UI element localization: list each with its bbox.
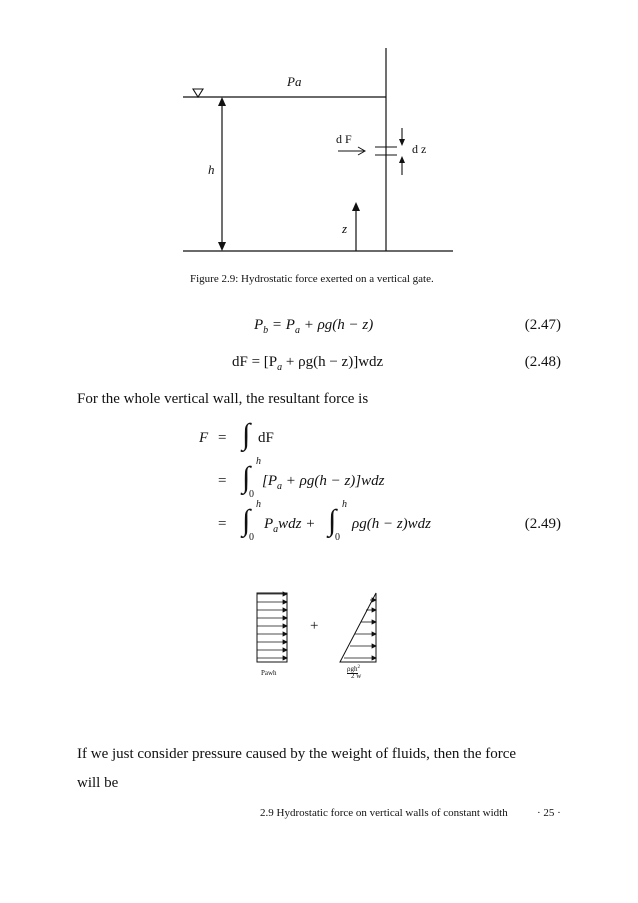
paragraph: For the whole vertical wall, the resultant force is <box>77 391 369 407</box>
lower-limit: 0 <box>249 489 254 500</box>
equals-sign: = <box>218 473 227 489</box>
uniform-pressure-arrows <box>257 592 287 660</box>
integral-sign: ∫ <box>242 418 251 451</box>
integral-lhs: F <box>199 430 209 446</box>
integral-sign: ∫ <box>328 504 337 537</box>
triangular-pressure-block <box>340 593 376 662</box>
upper-limit: h <box>342 499 347 510</box>
hydrostatic-gate-figure <box>0 0 638 300</box>
figure-caption: Figure 2.9: Hydrostatic force exerted on a vertical gate. <box>190 273 434 285</box>
lower-limit: 0 <box>335 532 340 543</box>
page-number: · 25 · <box>537 807 561 819</box>
dz-label: d z <box>412 142 427 156</box>
left-block-label: Pawh <box>261 669 277 677</box>
equation-number: (2.48) <box>524 354 561 370</box>
triangular-pressure-arrows <box>344 598 376 660</box>
equation-number: (2.47) <box>524 317 561 333</box>
lower-limit: 0 <box>249 532 254 543</box>
equation-number: (2.49) <box>524 516 561 532</box>
pa-label: Pa <box>287 74 302 89</box>
integral-line1: dF <box>258 430 274 446</box>
plus-sign: + <box>310 618 319 634</box>
integral-sign: ∫ <box>242 504 251 537</box>
equation-2-47: $P_b = P_a + \rho g(h - z)$ <box>254 317 374 336</box>
h-label: h <box>208 162 215 177</box>
integral-sign: ∫ <box>242 461 251 494</box>
equation-2-48: dF = $[P_a + \rho g(h - z)]wdz$ <box>232 354 384 373</box>
uniform-pressure-block <box>257 593 287 662</box>
paragraph: If we just consider pressure caused by the weight of fluids, then the force <box>77 746 517 762</box>
equals-sign: = <box>218 516 227 532</box>
right-block-label: ρgh$^2$ 2 w <box>347 665 362 681</box>
pressure-distribution-diagram <box>0 580 638 690</box>
z-label: z <box>342 221 348 236</box>
equals-sign: = <box>218 430 227 446</box>
upper-limit: h <box>256 456 261 467</box>
footer-section-title: 2.9 Hydrostatic force on vertical walls of constant width <box>260 807 508 819</box>
free-surface-symbol <box>193 89 203 97</box>
paragraph: will be <box>77 775 119 791</box>
upper-limit: h <box>256 499 261 510</box>
df-label: d F <box>336 132 352 146</box>
integral-line3a: $P_awdz$ + <box>264 516 316 535</box>
integral-line3b: ρg(h − z)wdz <box>352 516 431 532</box>
integral-line2: $[P_a + \rho g(h - z)]wdz$ <box>262 473 385 492</box>
